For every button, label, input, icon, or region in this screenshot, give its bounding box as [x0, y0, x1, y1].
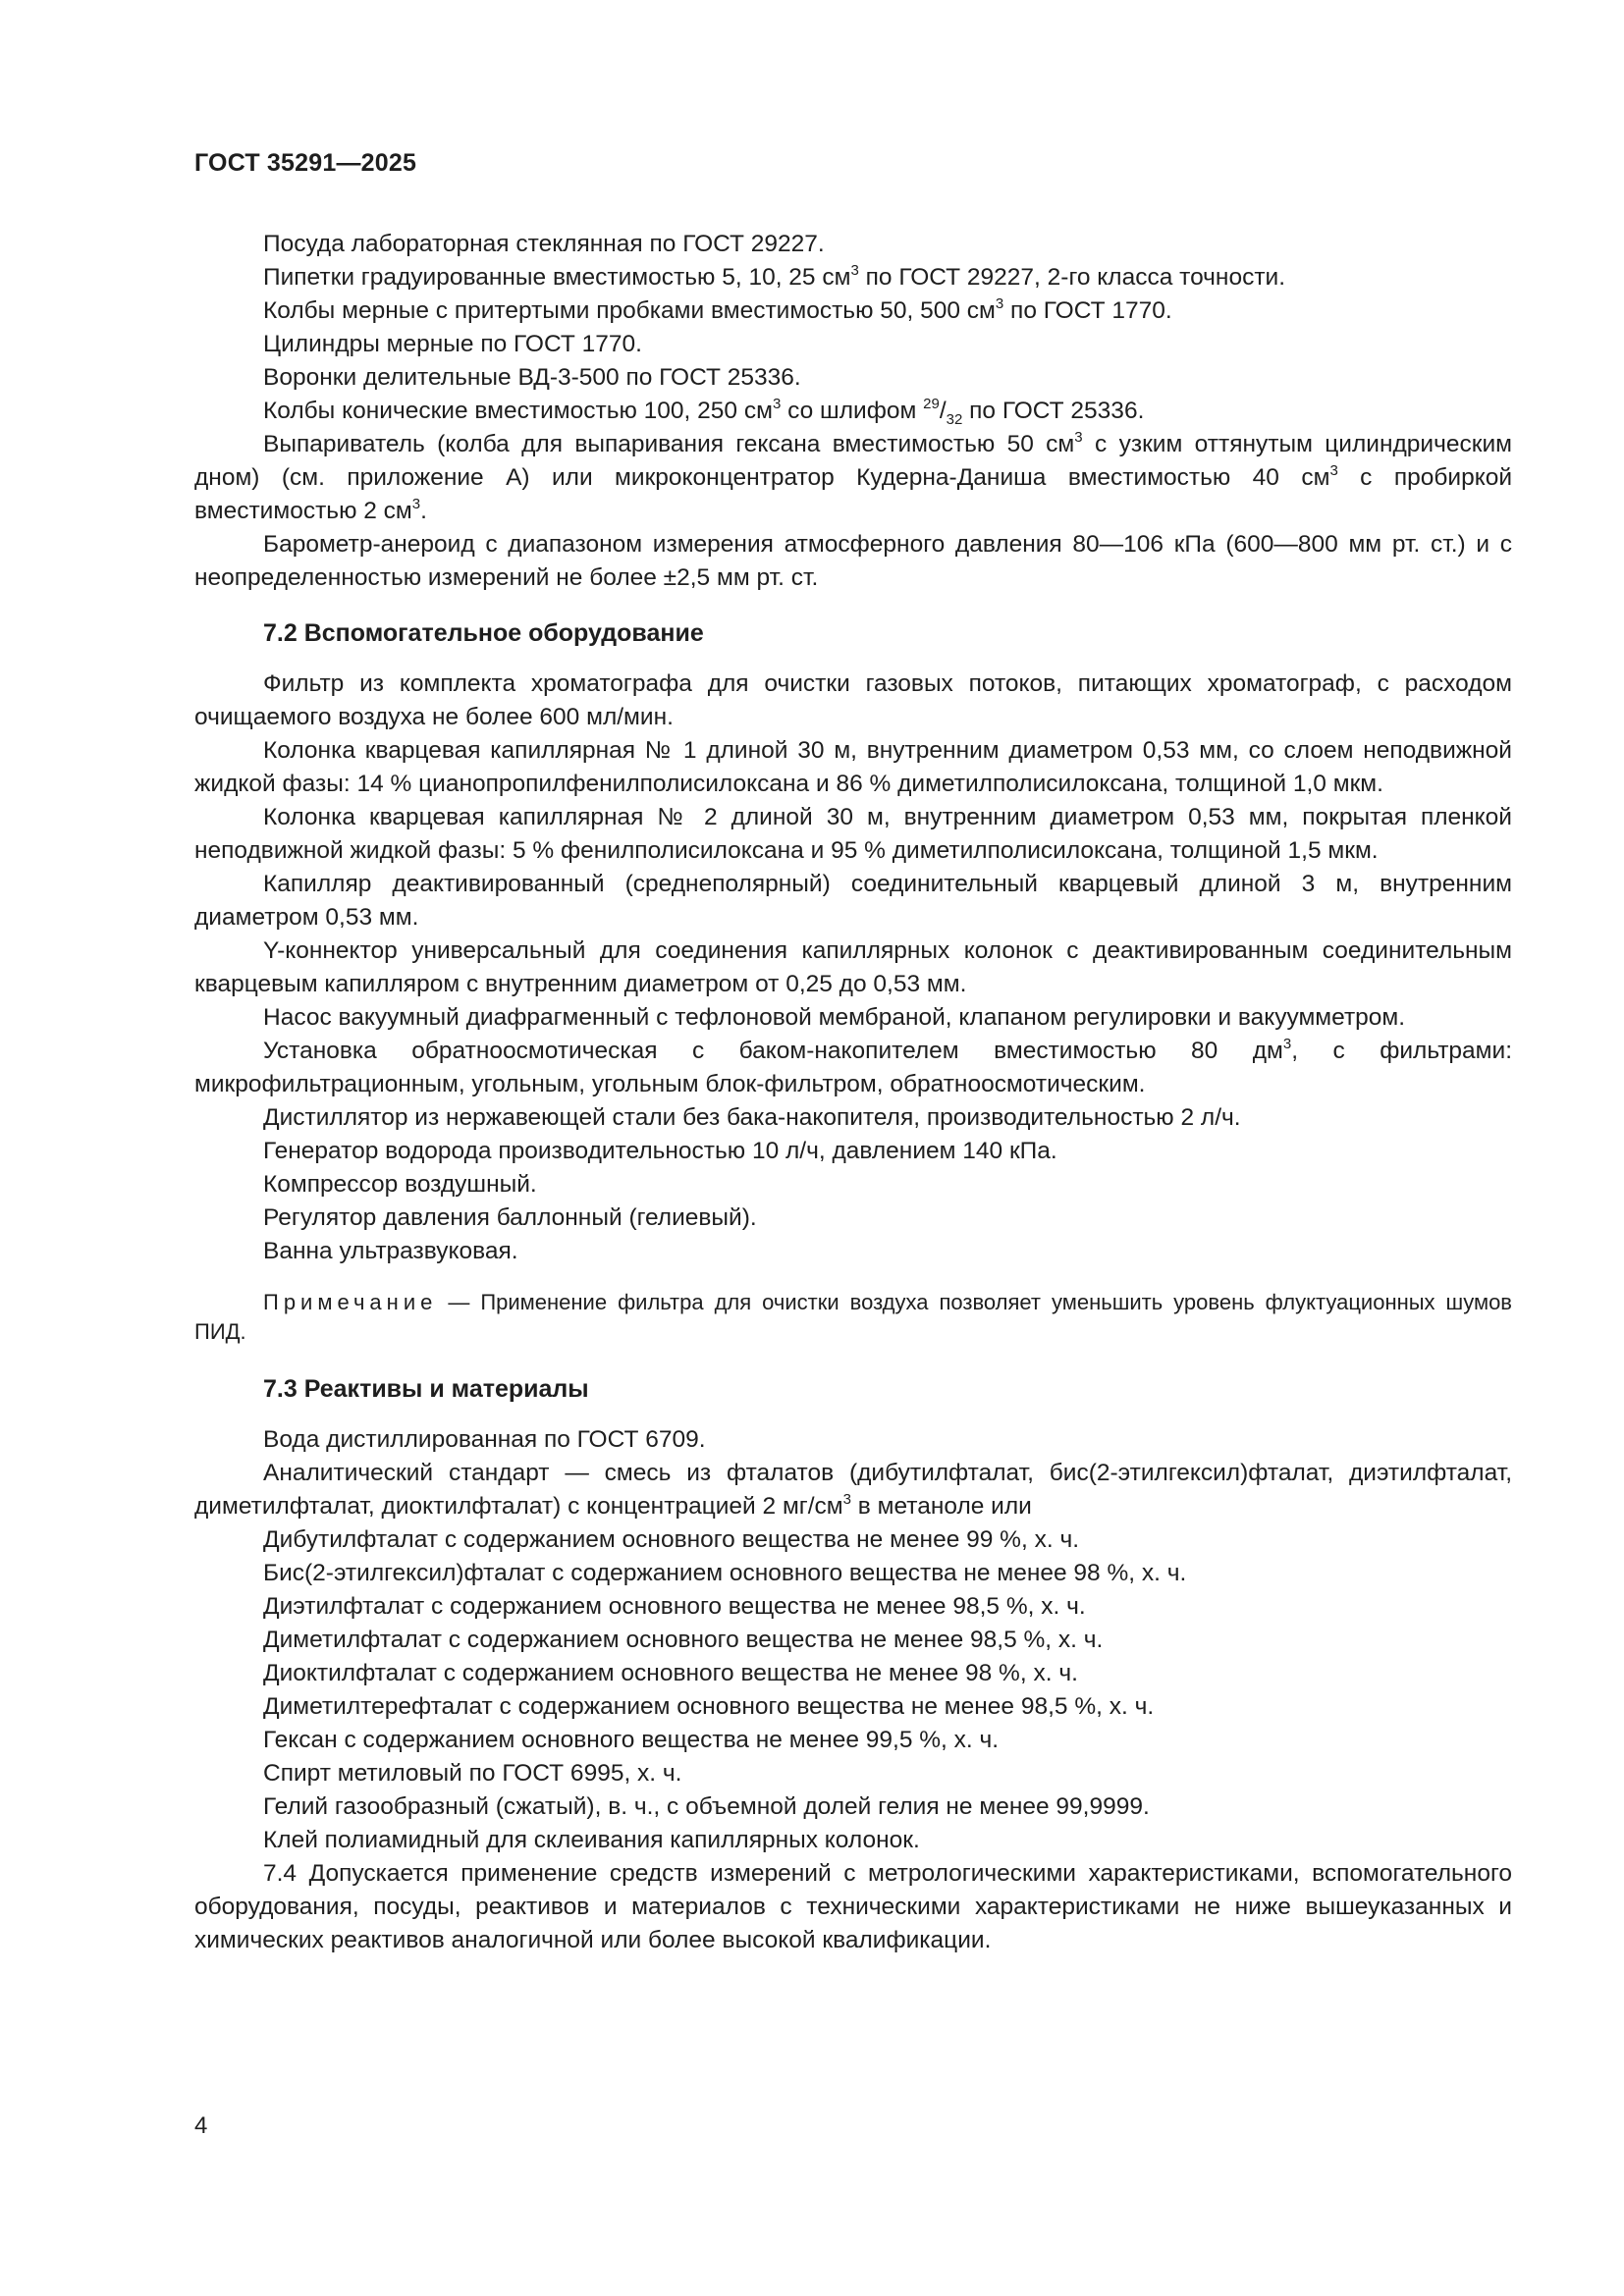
paragraph: Дистиллятор из нержавеющей стали без бака-накопителя, производительностью 2 л/ч.	[263, 1104, 1241, 1131]
paragraph: Установка обратноосмотическая с баком-накопителем вместимостью 80 $дм^3$, с фильтрами: микрофильтрационным, угольным, угольным блок-фильтром, обратноосмотическим.	[194, 1036, 1513, 1097]
paragraph: Компрессор воздушный.	[263, 1171, 537, 1198]
paragraph: Регулятор давления баллонный (гелиевый).	[263, 1204, 757, 1231]
paragraph: Дибутилфталат с содержанием основного вещества не менее 99 %, х. ч.	[263, 1526, 1080, 1553]
paragraph: Вода дистиллированная по ГОСТ 6709.	[263, 1426, 706, 1453]
paragraph: Диоктилфталат с содержанием основного вещества не менее 98 %, х. ч.	[263, 1660, 1078, 1686]
paragraph: Диметилфталат с содержанием основного вещества не менее 98,5 %, х. ч.	[263, 1627, 1104, 1653]
paragraph: Пипетки градуированные вместимостью 5, 10, 25 $см^3$ по ГОСТ 29227, 2-го класса точности.	[263, 262, 1286, 291]
paragraph: Y-коннектор универсальный для соединения капиллярных колонок с деактивированным соединительным кварцевым капилляром с внутренним диаметром от 0,25 до 0,53 мм.	[194, 937, 1512, 997]
paragraph: Бис(2-этилгексил)фталат с содержанием основного вещества не менее 98 %, х. ч.	[263, 1560, 1187, 1586]
paragraph: Воронки делительные ВД-3-500 по ГОСТ 25336.	[263, 364, 801, 391]
paragraph: Колбы мерные с притертыми пробками вместимостью 50, 500 $см^3$ по ГОСТ 1770.	[263, 295, 1172, 324]
note-label: Примечание	[263, 1290, 438, 1314]
paragraph: Гелий газообразный (сжатый), в. ч., с объемной долей гелия не менее 99,9999.	[263, 1793, 1150, 1820]
paragraph: Диметилтерефталат с содержанием основного вещества не менее 98,5 %, х. ч.	[263, 1693, 1155, 1720]
paragraph: Цилиндры мерные по ГОСТ 1770.	[263, 331, 642, 357]
paragraph: Гексан с содержанием основного вещества не менее 99,5 %, х. ч.	[263, 1727, 1000, 1753]
paragraph: Посуда лабораторная стеклянная по ГОСТ 29227.	[263, 231, 825, 257]
paragraph: Колонка кварцевая капиллярная № 1 длиной 30 м, внутренним диаметром 0,53 мм, со слоем неподвижной жидкой фазы: 14 % цианопропилфенилполисилоксана и 86 % диметилполисилоксана, толщиной 1,0 мкм.	[194, 737, 1512, 797]
section-7-3	[194, 1423, 1512, 1857]
paragraph: Выпариватель (колба для выпаривания гексана вместимостью 50 $см^3$ с узким оттянутым цилиндрическим дном) (см. приложение А) или микроконцентратор Кудерна-Даниша вместимостью 40 $см^3$ с пробиркой вместимостью 2 $см^3$.	[194, 429, 1513, 524]
paragraph: Генератор водорода производительностью 10 л/ч, давлением 140 кПа.	[263, 1138, 1057, 1164]
clause-7-4: 7.4 Допускается применение средств измерений с метрологическими характеристиками, вспомогательного оборудования, посуды, реактивов и материалов с техническими характеристиками не ниже вышеуказанных и химических реактивов аналогичной или более высокой квалификации.	[194, 1860, 1512, 1953]
paragraph: Барометр-анероид с диапазоном измерения атмосферного давления 80—106 кПа (600—800 мм рт. ст.) и с неопределенностью измерений не более ±2,5 мм рт. ст.	[194, 531, 1512, 591]
document-body	[194, 228, 1512, 1957]
paragraph: Фильтр из комплекта хроматографа для очистки газовых потоков, питающих хроматограф, с расходом очищаемого воздуха не более 600 мл/мин.	[194, 670, 1512, 730]
paragraph: Капилляр деактивированный (среднеполярный) соединительный кварцевый длиной 3 м, внутренним диаметром 0,53 мм.	[194, 871, 1512, 931]
section-heading-7-3: 7.3 Реактивы и материалы	[263, 1375, 589, 1403]
section-heading-7-2: 7.2 Вспомогательное оборудование	[263, 619, 704, 647]
section-7-1-tail	[194, 228, 1512, 595]
paragraph: Насос вакуумный диафрагменный с тефлоновой мембраной, клапаном регулировки и вакуумметром.	[263, 1004, 1406, 1031]
paragraph: Диэтилфталат с содержанием основного вещества не менее 98,5 %, х. ч.	[263, 1593, 1086, 1620]
paragraph: Аналитический стандарт — смесь из фталатов (дибутилфталат, бис(2-этилгексил)фталат, диэтилфталат, диметилфталат, диоктилфталат) с концентрацией 2 $мг/см^3$ в метаноле или	[194, 1460, 1512, 1520]
paragraph: Ванна ультразвуковая.	[263, 1238, 518, 1264]
document-header: ГОСТ 35291—2025	[194, 149, 417, 177]
paragraph: Клей полиамидный для склеивания капиллярных колонок.	[263, 1827, 920, 1853]
note-text: — Применение фильтра для очистки воздуха позволяет уменьшить уровень флуктуационных шумов ПИД.	[194, 1290, 1512, 1344]
note	[194, 1288, 1512, 1347]
paragraph: Колбы конические вместимостью 100, 250 $см^3$ со шлифом $^{29}/_{32}$ по ГОСТ 25336.	[263, 396, 1145, 428]
paragraph: Спирт метиловый по ГОСТ 6995, х. ч.	[263, 1760, 682, 1787]
section-7-2	[194, 667, 1512, 1347]
page-number: 4	[194, 2112, 208, 2139]
paragraph: Колонка кварцевая капиллярная № 2 длиной 30 м, внутренним диаметром 0,53 мм, покрытая пленкой неподвижной жидкой фазы: 5 % фенилполисилоксана и 95 % диметилполисилоксана, толщиной 1,5 мкм.	[194, 804, 1512, 864]
